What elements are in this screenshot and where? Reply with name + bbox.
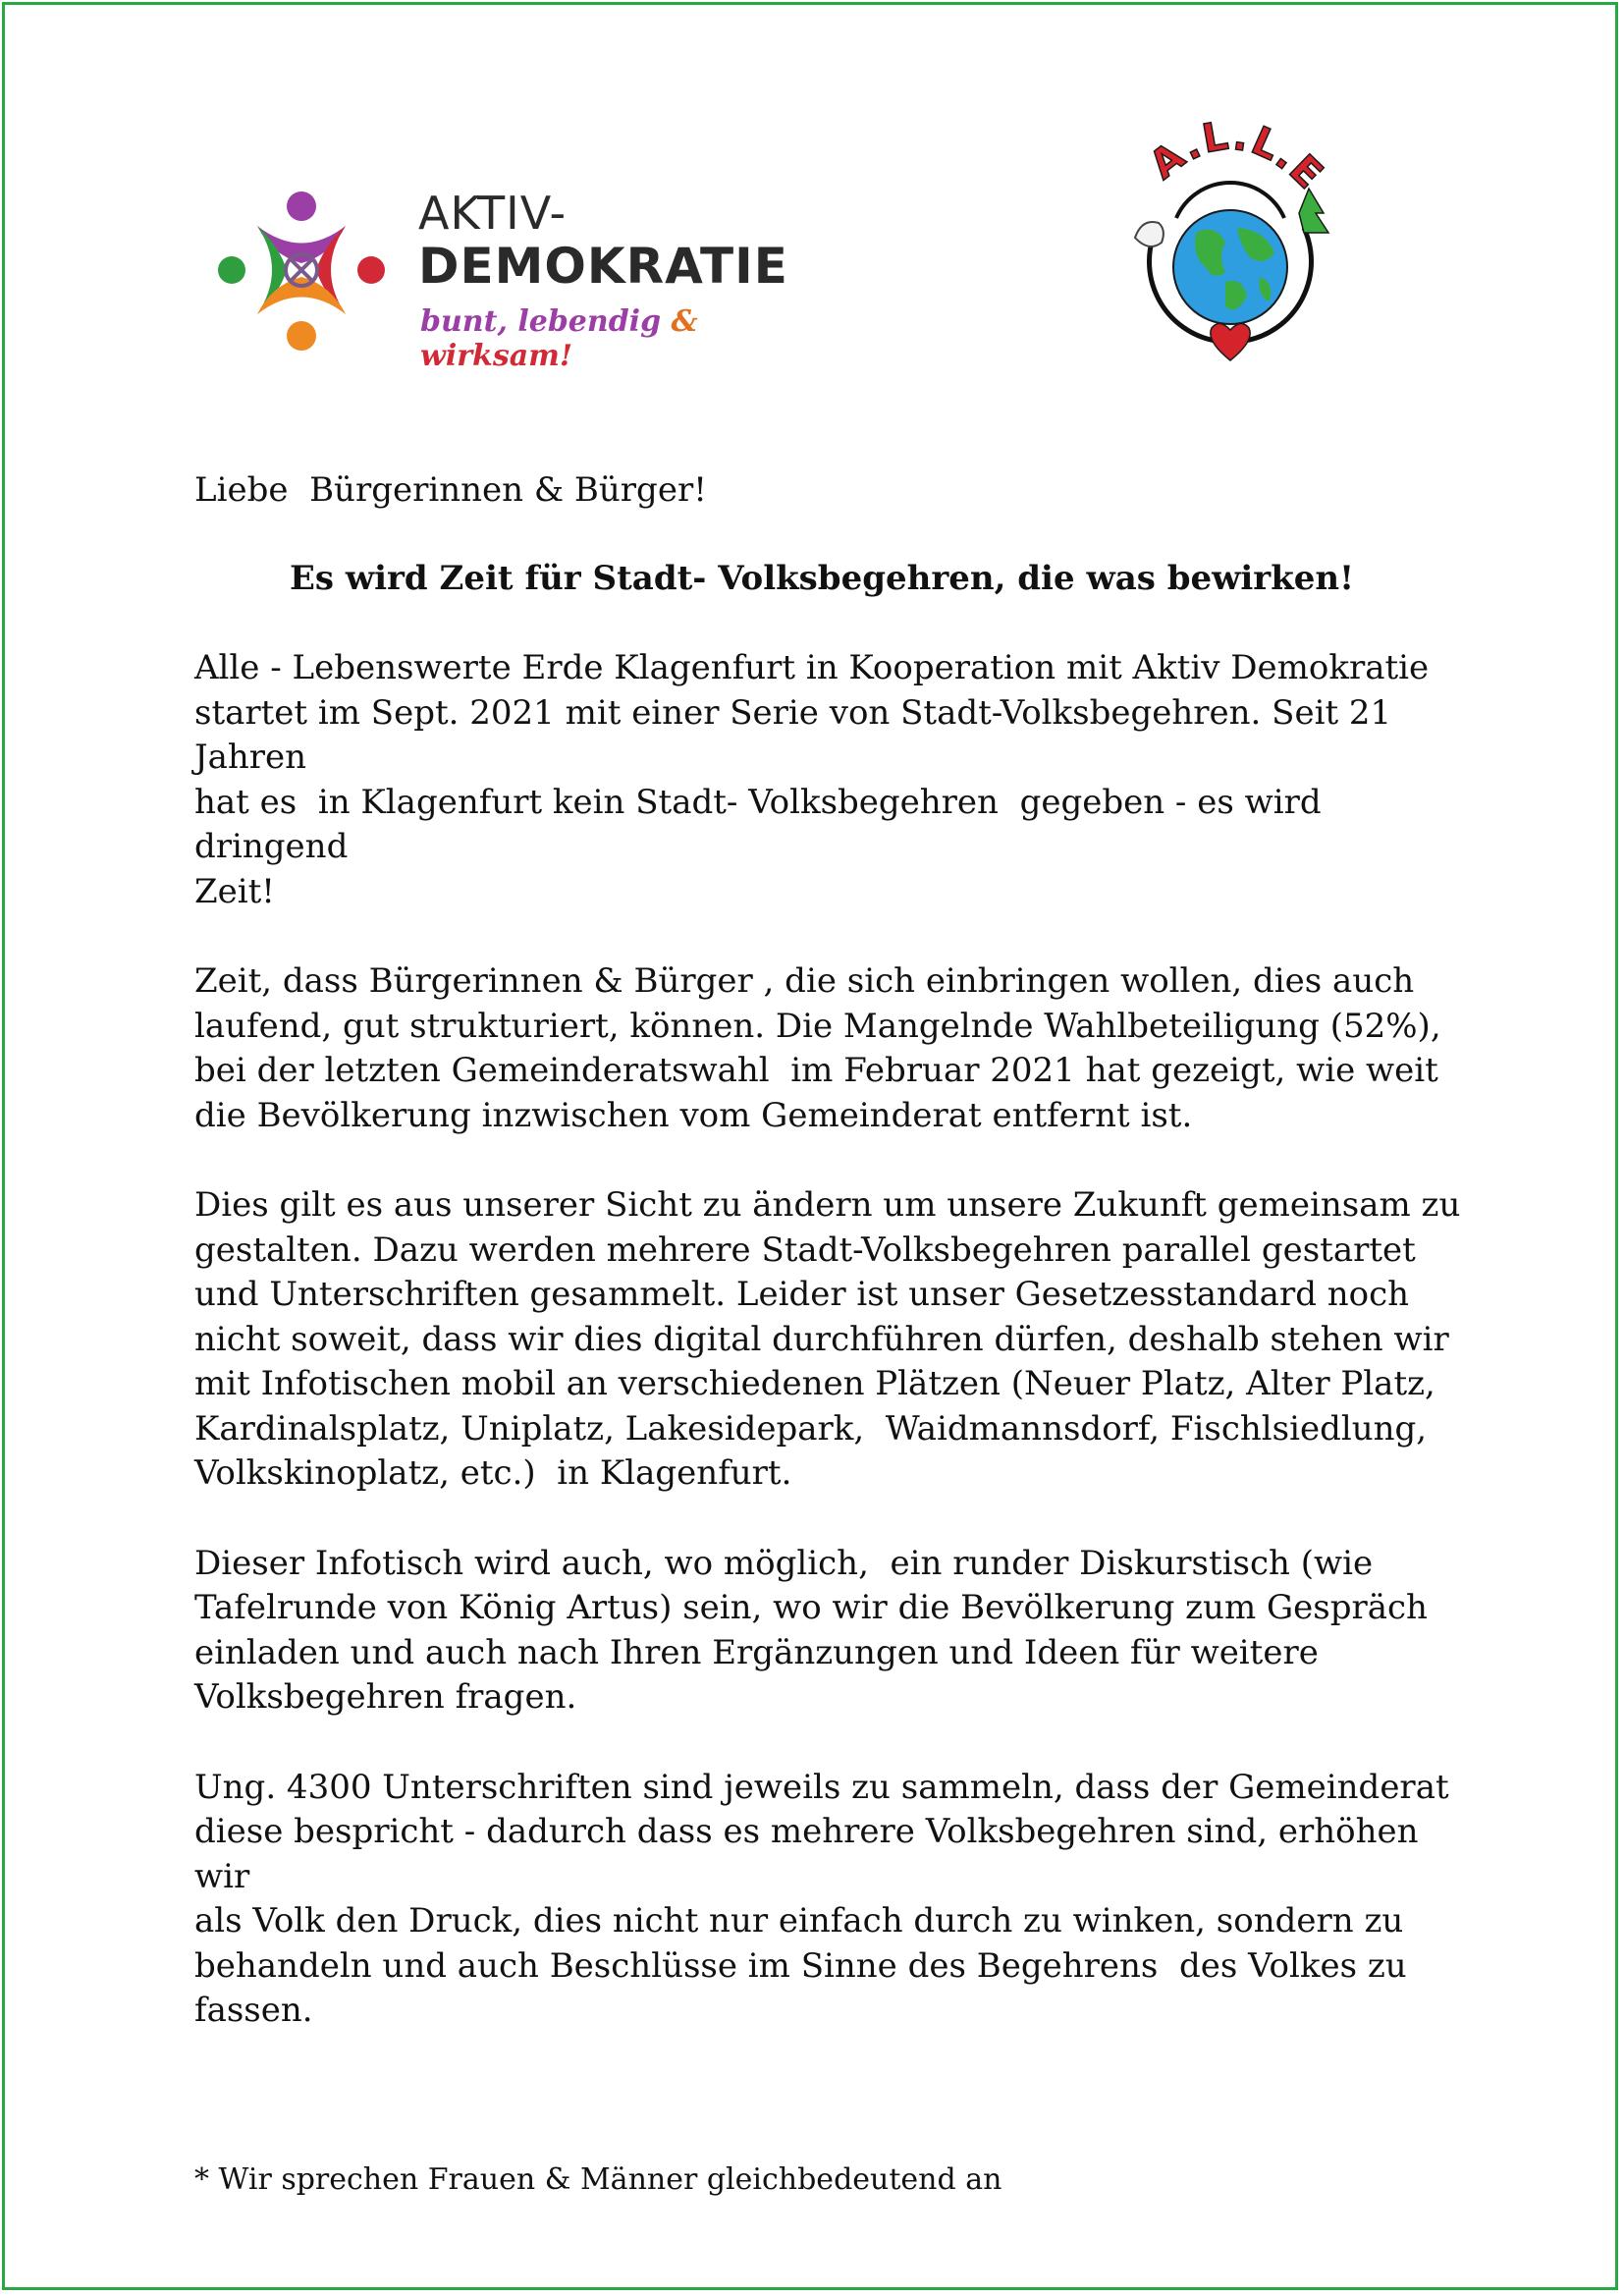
heart-icon <box>1211 323 1250 360</box>
paragraph-1: Alle - Lebenswerte Erde Klagenfurt in Kooperation mit Aktiv Demokratie startet im Sept. 2021 mit einer Serie von Stadt-Volksbegehren. Seit 21 Jahren hat es in Klagenfurt kein Stadt- Volksbegehren gegeben - es wird dringend Zeit! <box>194 648 1430 911</box>
paragraph-5: Ung. 4300 Unterschriften sind jeweils zu sammeln, dass der Gemeinderat diese bespricht - dadurch dass es mehrere Volksbegehren sind, erhöhen wir als Volk den Druck, dies nicht nur einfach durch zu winken, sondern zu behandeln und auch Beschlüsse im Sinne des Begehrens des Volkes zu fassen. <box>194 1767 1449 2030</box>
alle-logo <box>1127 120 1333 365</box>
letter-body <box>194 468 1471 2079</box>
hands-icon <box>1135 222 1164 246</box>
earth-globe-icon <box>1173 210 1287 324</box>
greeting: Liebe Bürgerinnen & Bürger! <box>194 470 707 510</box>
logo-word-aktiv: AKTIV- <box>418 187 568 240</box>
tagline-ampersand: & <box>671 304 698 339</box>
people-circle-icon <box>218 187 385 354</box>
logo-tagline <box>420 304 768 373</box>
paragraph-2: Zeit, dass Bürgerinnen & Bürger , die sich einbringen wollen, dies auch laufend, gut strukturiert, können. Die Mangelnde Wahlbeteiligung (52%), bei der letzten Gemeinderatswahl im Februar 2021 hat gezeigt, wie weit die Bevölkerung inzwischen vom Gemeinderat entfernt ist. <box>194 961 1441 1135</box>
headline: Es wird Zeit für Stadt- Volksbegehren, die was bewirken! <box>289 558 1355 598</box>
alle-title: A.L.L.E <box>1141 120 1333 199</box>
logo-word-demokratie: DEMOKRATIE <box>418 238 788 295</box>
tagline-bunt-lebendig: bunt, lebendig <box>420 304 672 339</box>
tagline-wirksam: wirksam! <box>420 339 573 373</box>
footnote: * Wir sprechen Frauen & Männer gleichbedeutend an <box>194 2162 1002 2197</box>
aktiv-demokratie-logo <box>218 187 788 373</box>
paragraph-3: Dies gilt es aus unserer Sicht zu ändern um unsere Zukunft gemeinsam zu gestalten. Dazu werden mehrere Stadt-Volksbegehren parallel gestartet und Unterschriften gesammelt. Leider ist unser Gesetzesstandard noch nicht soweit, dass wir dies digital durchführen dürfen, deshalb stehen wir mit Infotischen mobil an verschiedenen Plätzen (Neuer Platz, Alter Platz, Kardinalsplatz, Uniplatz, Lakesidepark, Waidmannsdorf, Fischlsiedlung, Volkskinoplatz, etc.) in Klagenfurt. <box>194 1185 1461 1493</box>
paragraph-4: Dieser Infotisch wird auch, wo möglich, ein runder Diskurstisch (wie Tafelrunde von König Artus) sein, wo wir die Bevölkerung zum Gespräch einladen und auch nach Ihren Ergänzungen und Ideen für weitere Volksbegehren fragen. <box>194 1543 1428 1717</box>
